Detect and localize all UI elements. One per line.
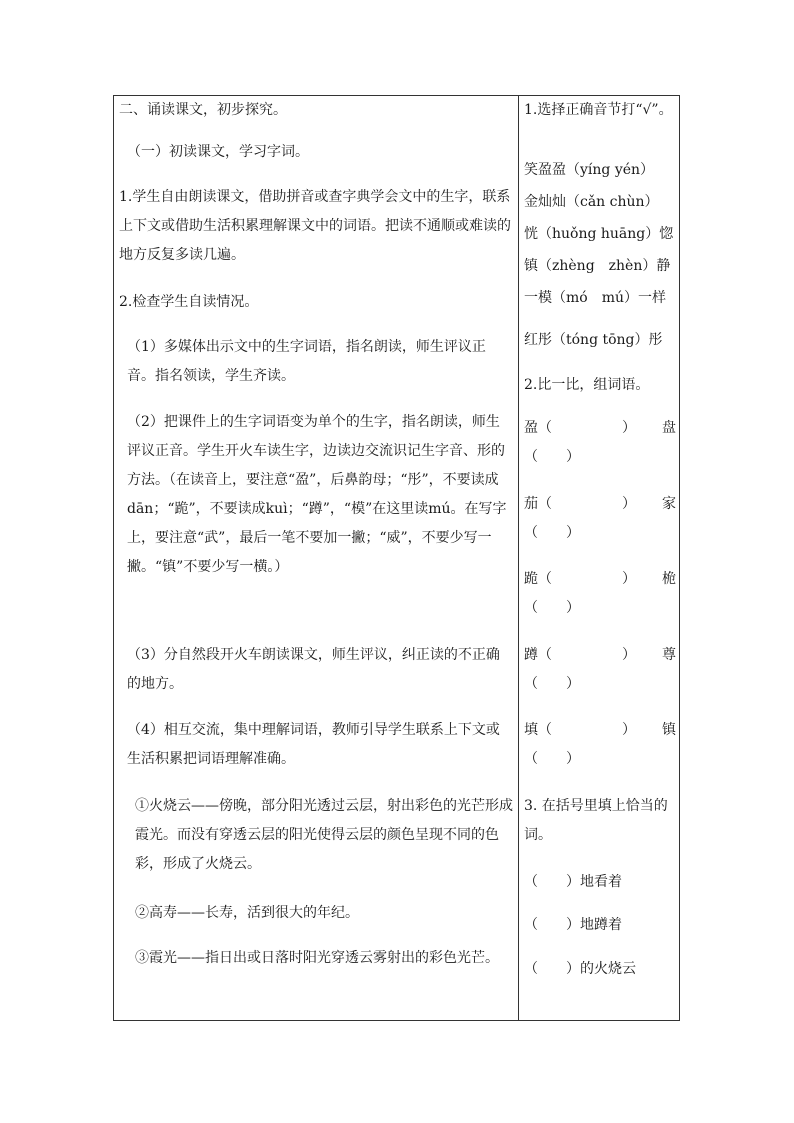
compare-right-char: 桅	[662, 571, 676, 587]
section-title: 二、诵读课文，初步探究。	[119, 102, 287, 118]
compare-right-blank: （ ）	[524, 600, 580, 616]
item-4: （4）相互交流，集中理解词语，教师引导学生联系上下文或生活积累把词语理解准确。	[127, 722, 500, 767]
question-3-title: 3. 在括号里填上恰当的词。	[524, 798, 668, 843]
q3-item: （ ）的火烧云	[524, 961, 636, 977]
compare-left: 盈（ ）	[524, 420, 636, 436]
q1-option: 恍（huǒng huāng）惚	[524, 226, 674, 242]
q1-option: 红彤（tóng tōng）彤	[524, 332, 663, 348]
compare-left: 茄（ ）	[524, 496, 636, 512]
compare-right-char: 家	[662, 496, 676, 512]
lesson-table	[113, 95, 680, 1021]
compare-left: 蹲（ ）	[524, 647, 636, 663]
definition-3: ③霞光——指日出或日落时阳光穿透云雾射出的彩色光芒。	[135, 950, 499, 966]
definition-1: ①火烧云——傍晚，部分阳光透过云层，射出彩色的光芒形成霞光。而没有穿透云层的阳光使得云层的颜色呈现不同的色彩，形成了火烧云。	[135, 798, 513, 872]
sub-title: （一）初读课文，学习字词。	[127, 144, 309, 160]
compare-right-blank: （ ）	[524, 525, 580, 541]
item-1: （1）多媒体出示文中的生字词语，指名朗读，师生评议正音。指名领读，学生齐读。	[127, 339, 486, 384]
compare-right-blank: （ ）	[524, 449, 580, 465]
q1-option: 笑盈盈（yíng yén）	[524, 162, 655, 178]
column-divider	[518, 96, 519, 1020]
item-2: （2）把课件上的生字词语变为单个的生字，指名朗读，师生评议正音。学生开火车读生字，边读边交流识记生字音、形的方法。（在读音上，要注意“盈”，后鼻韵母；“彤”，不要读成dān；“跪”，不要读成kuì；“蹲”，“模”在这里读mú。在写字上，要注意“武”，最后一笔不要加一撇；“威”，不要少写一撇。“镇”不要少写一横。）	[127, 414, 507, 575]
compare-right-char: 尊	[662, 647, 676, 663]
question-1-title: 1.选择正确音节打“√”。	[524, 102, 673, 118]
item-3: （3）分自然段开火车朗读课文，师生评议，纠正读的不正确的地方。	[127, 647, 500, 692]
step-2: 2.检查学生自读情况。	[119, 294, 259, 310]
q3-item: （ ）地看着	[524, 874, 622, 890]
compare-right-char: 镇	[662, 722, 676, 738]
compare-left: 填（ ）	[524, 722, 636, 738]
step-1: 1.学生自由朗读课文，借助拼音或查字典学会文中的生字，联系上下文或借助生活积累理解课文中的词语。把读不通顺或难读的地方反复多读几遍。	[119, 189, 511, 263]
q1-option: 一模（mó mú）一样	[524, 290, 666, 306]
compare-right-char: 盘	[662, 420, 676, 436]
definition-2: ②高寿——长寿，活到很大的年纪。	[135, 905, 359, 921]
q1-option: 镇（zhèng zhèn）静	[524, 258, 671, 274]
compare-left: 跪（ ）	[524, 571, 636, 587]
q1-option: 金灿灿（cǎn chùn）	[524, 194, 659, 210]
compare-right-blank: （ ）	[524, 751, 580, 767]
compare-right-blank: （ ）	[524, 676, 580, 692]
q3-item: （ ）地蹲着	[524, 917, 622, 933]
question-2-title: 2.比一比，组词语。	[524, 377, 650, 393]
